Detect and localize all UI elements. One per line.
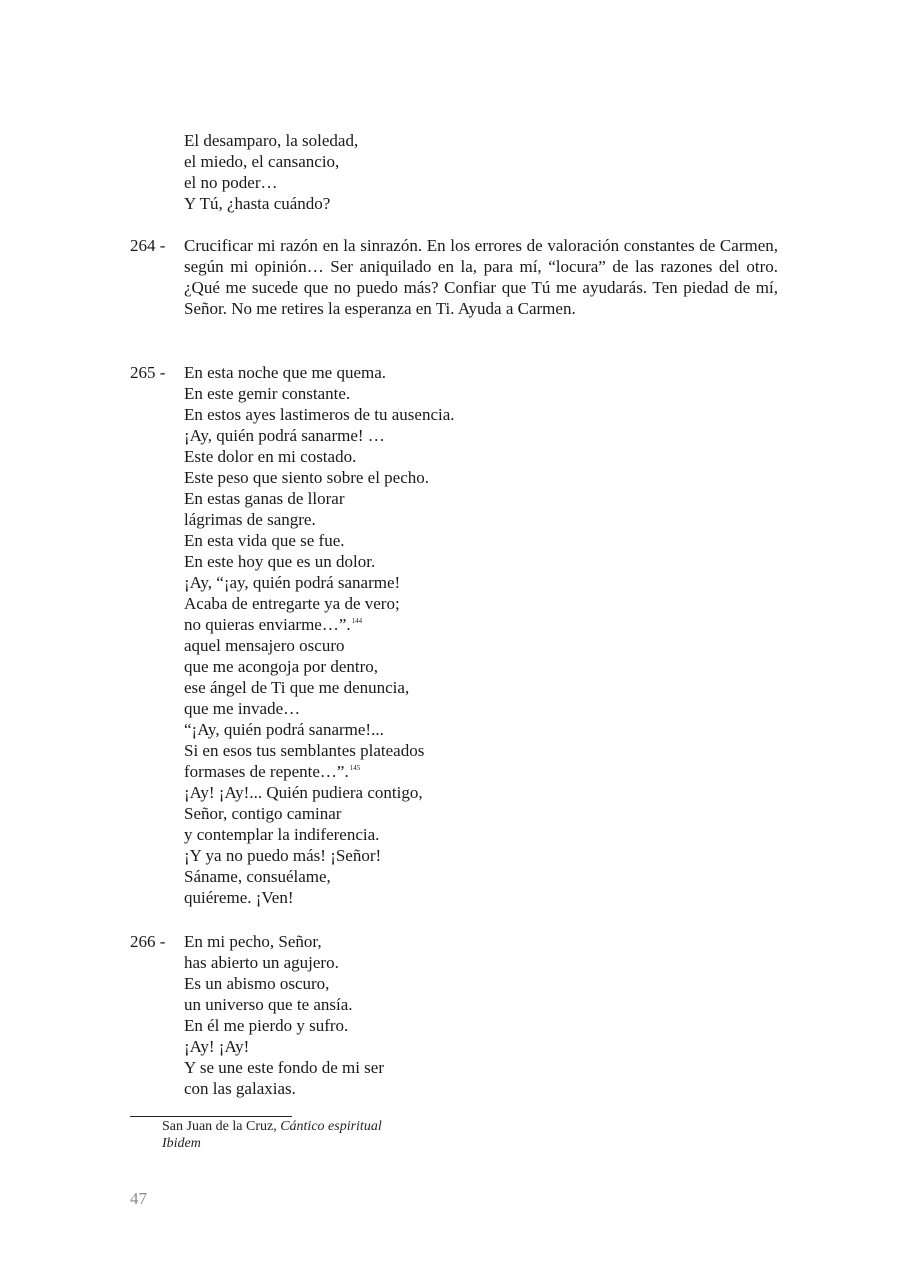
footnote-ref[interactable]: 144 <box>351 617 363 625</box>
verse-line: Y se une este fondo de mi ser <box>184 1058 385 1077</box>
verse-line-with-footnote <box>184 761 778 782</box>
verse-line: En estas ganas de llorar <box>184 489 345 508</box>
verse-line: “¡Ay, quién podrá sanarme!... <box>184 720 384 739</box>
verse-line: con las galaxias. <box>184 1079 296 1098</box>
verse-line: el no poder… <box>184 173 278 192</box>
entry-paragraph: Crucificar mi razón en la sinrazón. En los errores de valoración constantes de Carmen, según mi opinión… Ser aniquilado en la, para mí, “locura” de las razones del otro. ¿Qué me sucede que no puedo más? Confiar que Tú me ayudarás. Ten piedad de mí, Señor. No me retires la esperanza en Ti. Ayuda a Carmen. <box>184 236 778 318</box>
verse-line: En mi pecho, Señor, <box>184 932 322 951</box>
entry-264 <box>130 235 778 319</box>
verse-line: quiéreme. ¡Ven! <box>184 888 294 907</box>
verse-line: un universo que te ansía. <box>184 995 353 1014</box>
verse-line: el miedo, el cansancio, <box>184 152 340 171</box>
footnote-145 <box>162 1135 382 1152</box>
footnote-title: Cántico espiritual <box>280 1119 382 1134</box>
verse-line: has abierto un agujero. <box>184 953 339 972</box>
entry-number: 264 - <box>130 236 166 255</box>
verse-line: aquel mensajero oscuro <box>184 636 345 655</box>
footnotes <box>162 1118 382 1152</box>
verse-line: En estos ayes lastimeros de tu ausencia. <box>184 405 455 424</box>
verse-line: En esta noche que me quema. <box>184 363 387 382</box>
verse-line: El desamparo, la soledad, <box>184 131 359 150</box>
verse-line: En esta vida que se fue. <box>184 531 345 550</box>
verse-line-with-footnote <box>184 614 778 635</box>
footnote-title: Ibidem <box>162 1136 201 1151</box>
footnote-divider <box>130 1116 292 1117</box>
footnote-separator: , <box>273 1119 281 1134</box>
verse-line: Es un abismo oscuro, <box>184 974 330 993</box>
verse-line: Acaba de entregarte ya de vero; <box>184 594 400 613</box>
footnote-author: San Juan de la Cruz <box>162 1119 274 1134</box>
verse-line: En este gemir constante. <box>184 384 351 403</box>
verse-line: ¡Ay! ¡Ay! <box>184 1037 250 1056</box>
verse-line: Este dolor en mi costado. <box>184 447 357 466</box>
verse-line: ¡Y ya no puedo más! ¡Señor! <box>184 846 382 865</box>
verse-line: ¡Ay, “¡ay, quién podrá sanarme! <box>184 573 401 592</box>
verse-line: ¡Ay! ¡Ay!... Quién pudiera contigo, <box>184 783 423 802</box>
verse-line: y contemplar la indiferencia. <box>184 825 380 844</box>
verse-line: que me acongoja por dentro, <box>184 657 379 676</box>
entry-number: 265 - <box>130 363 166 382</box>
footnote-144 <box>162 1118 382 1135</box>
verse-line: Y Tú, ¿hasta cuándo? <box>184 194 331 213</box>
verse-line: Sáname, consuélame, <box>184 867 331 886</box>
verse-line: lágrimas de sangre. <box>184 510 316 529</box>
verse-line: ese ángel de Ti que me denuncia, <box>184 678 410 697</box>
entry-number: 266 - <box>130 932 166 951</box>
footnote-ref[interactable]: 145 <box>349 764 361 772</box>
verse-line: En él me pierdo y sufro. <box>184 1016 349 1035</box>
verse-text: no quieras enviarme…”. <box>184 615 351 634</box>
verse-line: En este hoy que es un dolor. <box>184 552 376 571</box>
intro-stanza <box>130 130 778 214</box>
verse-line: que me invade… <box>184 699 301 718</box>
verse-line: Señor, contigo caminar <box>184 804 342 823</box>
page-number: 47 <box>130 1189 147 1208</box>
entry-265 <box>130 362 778 908</box>
entry-266 <box>130 931 778 1099</box>
verse-line: Este peso que siento sobre el pecho. <box>184 468 430 487</box>
verse-line: ¡Ay, quién podrá sanarme! … <box>184 426 385 445</box>
verse-text: formases de repente…”. <box>184 762 349 781</box>
verse-line: Si en esos tus semblantes plateados <box>184 741 425 760</box>
